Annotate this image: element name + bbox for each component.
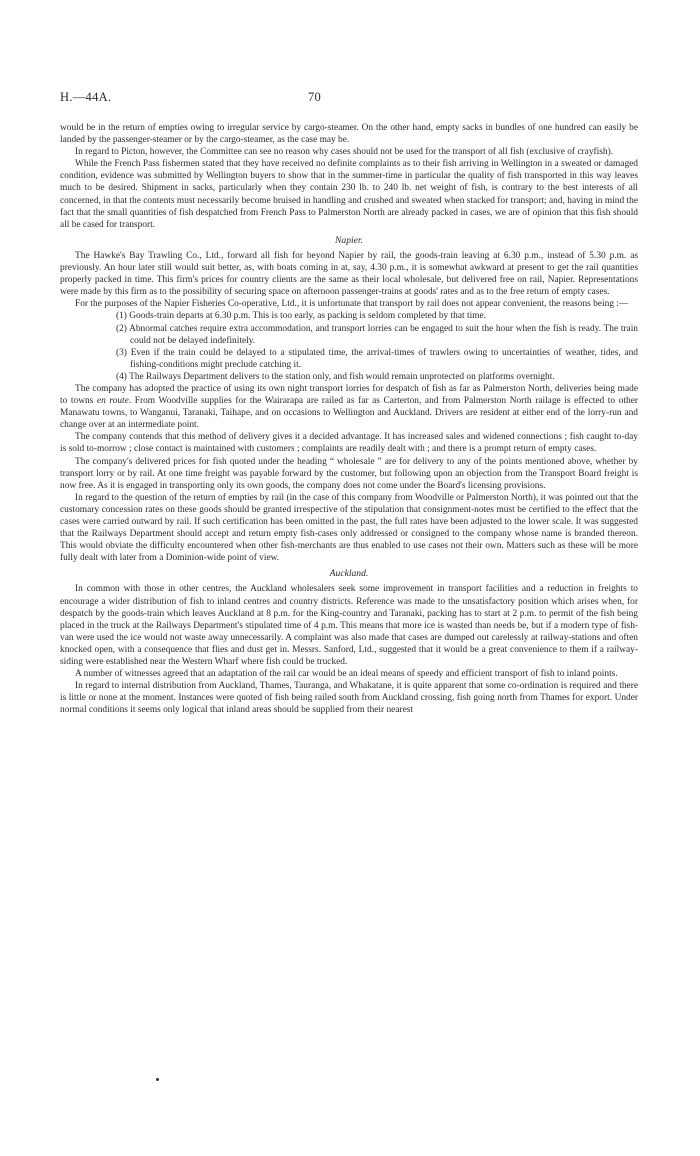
paragraph bbox=[60, 383, 638, 431]
reasons-list bbox=[60, 310, 638, 383]
paragraph: The company's delivered prices for fish quoted under the heading “ wholesale ” are for delivery to any of the points mentioned above, whether by transport lorry or by rail. At one time freight was payable forward by the customer, but following upon an objection from the Transport Board freight is now free. As it is engaged in transporting only its own goods, the company does not come under the Board's licensing provisions. bbox=[60, 456, 638, 491]
document-body bbox=[60, 122, 638, 717]
paragraph: would be in the return of empties owing to irregular service by cargo-steamer. On the other hand, empty sacks in bundles of one hundred can easily be landed by the passenger-steamer or by the cargo-steamer, as the case may be. bbox=[60, 123, 638, 146]
document-page bbox=[60, 90, 638, 717]
paragraph: In regard to Picton, however, the Committee can see no reason why cases should not be used for the transport of all fish (exclusive of crayfish). bbox=[75, 147, 614, 158]
page-number: 70 bbox=[308, 90, 322, 104]
paragraph: The Hawke's Bay Trawling Co., Ltd., forward all fish for beyond Napier by rail, the goods-train leaving at 6.30 p.m., instead of 5.30 p.m. as previously. An hour later still would suit better, as, with boats coming in at, say, 4.30 p.m., it is somewhat awkward at present to get the rail quantities properly packed in time. This firm's prices for country clients are the same as their local wholesale, but delivered free on rail, Napier. Representations were made by this firm as to the possibility of securing space on afternoon passenger-trains at goods' rates and as to the free return of empty cases. bbox=[60, 250, 638, 298]
section-heading-napier: Napier. bbox=[335, 234, 363, 246]
section-heading-auckland: Auckland. bbox=[329, 568, 369, 580]
list-item: (1) Goods-train departs at 6.30 p.m. This is too early, as packing is seldom completed by that time. bbox=[116, 311, 486, 322]
list-item: (4) The Railways Department delivers to the station only, and fish would remain unprotected on platforms overnight. bbox=[116, 371, 555, 382]
scan-speck bbox=[156, 1078, 159, 1081]
page-header bbox=[60, 90, 638, 110]
list-item: (3) Even if the train could be delayed to a stipulated time, the arrival-times of trawlers owing to uncertainties of weather, tides, and fishing-conditions might preclude catching it. bbox=[116, 347, 638, 370]
paragraph: While the French Pass fishermen stated that they have received no definite complaints as to their fish arriving in Wellington in a sweated or damaged condition, evidence was submitted by Wellington buyers to show that in the summer-time in particular the quality of fish transported in this way leaves much to be desired. Shipment in sacks, particularly when they contain 230 lb. to 240 lb. net weight of fish, is contrary to the best interests of all concerned, in that the contents must necessarily become bruised in handling and crushed and sweated when stacked for transport; and, having in mind the fact that the small quantities of fish despatched from French Pass to Palmerston North are already packed in cases, we are of opinion that this fish should all be cased for transport. bbox=[60, 159, 638, 230]
paragraph-text: . From Woodville supplies for the Wairarapa are railed as far as Carterton, and from Palmerston North railage is effected to other Manawatu towns, to Wanganui, Taranaki, Taihape, and on occasions to Wellington and Auckland. Drivers are resident at either end of the lorry-run and change over at an intermediate point. bbox=[60, 396, 638, 431]
paragraph: In regard to internal distribution from Auckland, Thames, Tauranga, and Whakatane, it is quite apparent that some co-ordination is required and there is little or none at the moment. Instances were quoted of fish being railed south from Auckland crossing, fish going north from Thames for export. Under normal conditions it seems only logical that inland areas should be supplied from their nearest bbox=[60, 681, 638, 716]
paragraph-text: The company has adopted the practice of using its own night transport lorries for despatch of fish as far as Palmerston North, deliveries being made to towns bbox=[60, 383, 638, 407]
paragraph: In regard to the question of the return of empties by rail (in the case of this company from Woodville or Palmerston North), it was pointed out that the customary concession rates on these goods should be granted irrespective of the stipulation that consignment-notes must be certified to the effect that the cases were carried outward by rail. If such certification has been omitted in the past, the full rates have been adjusted to the lower scale. It was suggested that the Railways Department should accept and return empty fish-cases only addressed or consigned to the company whose name is branded thereon. This would obviate the difficulty encountered when other fish-merchants are thus enabled to use cases not their own. Matters such as these will be more fully dealt with later from a Dominion-wide point of view. bbox=[60, 492, 638, 564]
italic-phrase: en route bbox=[96, 396, 129, 407]
list-item: (2) Abnormal catches require extra accommodation, and transport lorries can be engaged to suit the hour when the fish is ready. The train could not be delayed indefinitely. bbox=[116, 323, 638, 346]
paragraph: In common with those in other centres, the Auckland wholesalers seek some improvement in transport facilities and a reduction in freights to encourage a wider distribution of fish to inland centres and country districts. Reference was made to the unsatisfactory position which arises when, for despatch by the goods-train which leaves Auckland at 8 p.m. for the King-country and Taranaki, packing has to start at 2 p.m. to permit of the fish being placed in the truck at the Railways Department's stipulated time of 4 p.m. This means that more ice is wasted than needs be, but if a modern type of fish-van were used the ice would not waste away unnecessarily. A complaint was also made that cases are dumped out carelessly at railway-stations and often knocked open, with a consequence that flies and dust get in. Messrs. Sanford, Ltd., suggested that it would be a great convenience to them if a railway-siding were established near the Western Wharf where fish could be trucked. bbox=[60, 584, 638, 668]
paragraph: For the purposes of the Napier Fisheries Co-operative, Ltd., it is unfortunate that transport by rail does not appear convenient, the reasons being :— bbox=[75, 299, 629, 310]
paragraph: The company contends that this method of delivery gives it a decided advantage. It has increased sales and widened connections ; fish caught to-day is sold to-morrow ; close contact is maintained with customers ; complaints are readily dealt with ; and there is a prompt return of empty cases. bbox=[60, 432, 638, 455]
document-reference: H.—44A. bbox=[60, 90, 112, 104]
paragraph: A number of witnesses agreed that an adaptation of the rail car would be an ideal means of speedy and efficient transport of fish to inland points. bbox=[75, 669, 618, 680]
